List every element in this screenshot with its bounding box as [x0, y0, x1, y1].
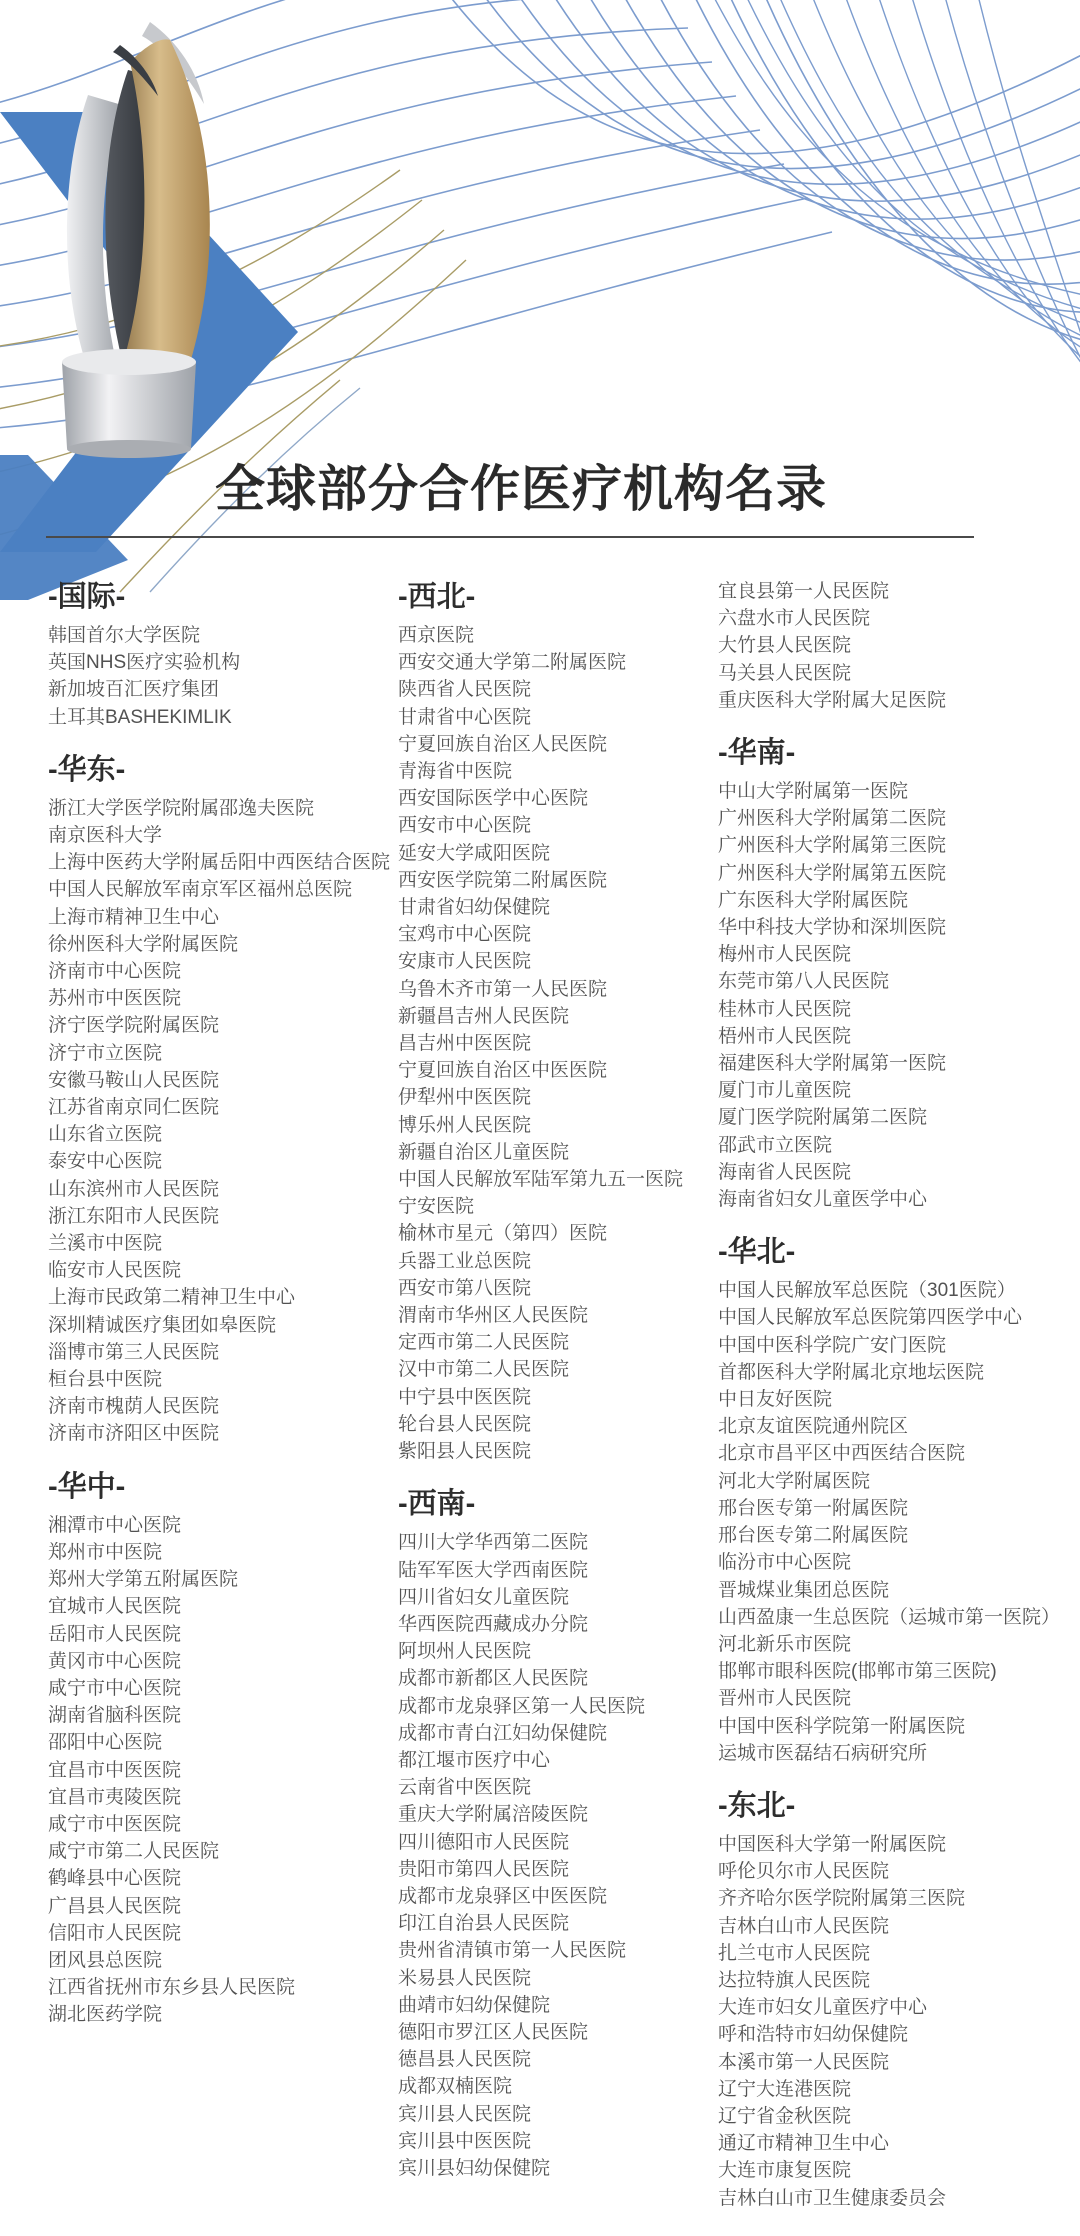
- hospital-list-item: 土耳其BASHEKIMLIK: [48, 706, 232, 728]
- hospital-list-item: 广州医科大学附属第五医院: [718, 862, 947, 884]
- hospital-list-item: 厦门医学院附属第二医院: [718, 1107, 928, 1129]
- hospital-list-item: 吉林白山市卫生健康委员会: [718, 2187, 947, 2209]
- hospital-list-item: 团风县总医院: [48, 1949, 163, 1971]
- hospital-list-item: 华西医院西藏成办分院: [398, 1613, 589, 1635]
- hospital-list-item: 华中科技大学协和深圳医院: [718, 917, 947, 939]
- hospital-list-item: 定西市第二人民医院: [398, 1332, 570, 1354]
- hospital-list-item: 榆林市星元（第四）医院: [398, 1223, 608, 1245]
- hospital-list-item: 齐齐哈尔医学院附属第三医院: [718, 1888, 966, 1910]
- hospital-list-item: 中国中医科学院广安门医院: [718, 1334, 947, 1356]
- hospital-list-item: 宾川县人民医院: [398, 2103, 532, 2125]
- hospital-list-item: 甘肃省中心医院: [398, 706, 532, 728]
- hospital-list-item: 安康市人民医院: [398, 951, 532, 973]
- hospital-list-item: 宜良县第一人民医院: [718, 581, 890, 602]
- directory-column: [718, 578, 1060, 2212]
- hospital-list-item: 陆军军医大学西南医院: [398, 1559, 589, 1581]
- hospital-list-item: 中国人民解放军南京军区福州总医院: [48, 879, 353, 901]
- hospital-list-item: 咸宁市中医医院: [48, 1813, 182, 1835]
- hospital-list-item: 成都市龙泉驿区第一人民医院: [398, 1695, 646, 1717]
- hospital-list-item: 通辽市精神卫生中心: [718, 2133, 890, 2155]
- hospital-list-item: 西安医学院第二附属医院: [398, 869, 608, 891]
- hospital-list-item: 西安市第八医院: [398, 1277, 532, 1299]
- hospital-list-item: 济宁医学院附属医院: [48, 1015, 220, 1037]
- hospital-list-item: 重庆大学附属涪陵医院: [398, 1804, 589, 1826]
- hospital-list-item: 德阳市罗江区人民医院: [398, 2021, 589, 2043]
- section-header: -华中-: [48, 1470, 126, 1503]
- directory-columns: [48, 578, 1060, 2212]
- hospital-list-item: 郑州市中医院: [48, 1541, 163, 1563]
- hospital-list-item: 四川德阳市人民医院: [398, 1831, 570, 1853]
- hospital-list-item: 西安国际医学中心医院: [398, 788, 589, 810]
- hospital-list-item: 韩国首尔大学医院: [48, 625, 201, 646]
- hospital-list-item: 重庆医科大学附属大足医院: [718, 689, 947, 711]
- hospital-list-item: 四川大学华西第二医院: [398, 1532, 589, 1554]
- hospital-list-item: 徐州医科大学附属医院: [48, 933, 239, 955]
- directory-column: [48, 578, 398, 2029]
- hospital-list-item: 晋州市人民医院: [718, 1688, 852, 1710]
- section-header: -西南-: [398, 1488, 476, 1521]
- hospital-list-item: 达拉特旗人民医院: [718, 1969, 871, 1991]
- hospital-list-item: 兵器工业总医院: [398, 1250, 532, 1272]
- hospital-list-item: 成都双楠医院: [398, 2076, 513, 2098]
- hospital-list-item: 六盘水市人民医院: [718, 608, 871, 630]
- hospital-list-item: 延安大学咸阳医院: [398, 842, 551, 864]
- hospital-list-item: 紫阳县人民医院: [398, 1441, 532, 1463]
- hospital-list-item: 湘潭市中心医院: [48, 1514, 182, 1536]
- hospital-list-item: 西安市中心医院: [398, 815, 532, 837]
- hospital-list-item: 本溪市第一人民医院: [718, 2051, 890, 2073]
- hospital-list-item: 鹤峰县中心医院: [48, 1868, 182, 1890]
- hospital-list-item: 江苏省南京同仁医院: [48, 1097, 220, 1119]
- hospital-list-item: 山西盈康一生总医院（运城市第一医院）: [718, 1606, 1061, 1628]
- hospital-list-item: 运城市医磊结石病研究所: [718, 1742, 928, 1764]
- hospital-list-item: 乌鲁木齐市第一人民医院: [398, 978, 608, 1000]
- hospital-list-item: 大连市康复医院: [718, 2160, 852, 2182]
- hospital-list-item: 中日友好医院: [718, 1389, 833, 1411]
- hospital-list-item: 桂林市人民医院: [718, 998, 852, 1020]
- section-header: -东北-: [718, 1789, 796, 1822]
- hospital-list-item: 宾川县妇幼保健院: [398, 2157, 551, 2179]
- hospital-list-item: 南京医科大学: [48, 825, 163, 847]
- hospital-list-item: 泰安中心医院: [48, 1151, 163, 1173]
- hospital-list-item: 苏州市中医医院: [48, 988, 182, 1010]
- hospital-list-item: 印江自治县人民医院: [398, 1913, 570, 1935]
- title-underline: [46, 536, 974, 538]
- hospital-list-item: 济南市槐荫人民医院: [48, 1396, 220, 1418]
- hospital-list-item: 宾川县中医医院: [398, 2130, 532, 2152]
- page-title: 全球部分合作医疗机构名录: [215, 461, 827, 517]
- hospital-list-item: 上海市民政第二精神卫生中心: [48, 1287, 296, 1309]
- hospital-list-item: 成都市青白江妇幼保健院: [398, 1722, 608, 1744]
- hospital-list-item: 东莞市第八人民医院: [718, 971, 890, 993]
- hospital-list-item: 邵阳中心医院: [48, 1732, 163, 1754]
- hospital-list-item: 伊犁州中医医院: [398, 1087, 532, 1109]
- hospital-list-item: 轮台县人民医院: [398, 1413, 532, 1435]
- hospital-list-item: 山东省立医院: [48, 1124, 163, 1146]
- hospital-list-item: 辽宁大连港医院: [718, 2078, 852, 2100]
- hospital-list-item: 上海市精神卫生中心: [48, 906, 220, 928]
- hospital-list-item: 青海省中医院: [398, 761, 513, 783]
- hospital-list-item: 广东医科大学附属医院: [718, 889, 909, 911]
- hospital-list-item: 大连市妇女儿童医疗中心: [718, 1997, 928, 2019]
- hospital-list-item: 中山大学附属第一医院: [718, 781, 909, 803]
- hospital-list-item: 邢台医专第一附属医院: [718, 1497, 909, 1519]
- trophy-icon: [62, 22, 210, 458]
- hospital-list-item: 马关县人民医院: [718, 662, 852, 684]
- hospital-list-item: 广昌县人民医院: [48, 1895, 182, 1917]
- hospital-list-item: 浙江东阳市人民医院: [48, 1205, 220, 1227]
- hospital-list-item: 济南市中心医院: [48, 961, 182, 983]
- hospital-list-item: 厦门市儿童医院: [718, 1080, 852, 1102]
- hospital-list-item: 晋城煤业集团总医院: [718, 1579, 890, 1601]
- hospital-list-item: 北京友谊医院通州院区: [718, 1416, 909, 1438]
- hospital-list-item: 邯郸市眼科医院(邯郸市第三医院): [718, 1661, 997, 1683]
- directory-column: [398, 578, 718, 2182]
- hospital-list-item: 岳阳市人民医院: [48, 1623, 182, 1645]
- hospital-list-item: 新疆昌吉州人民医院: [398, 1005, 570, 1027]
- hospital-list-item: 黄冈市中心医院: [48, 1650, 182, 1672]
- hospital-list-item: 江西省抚州市东乡县人民医院: [48, 1977, 296, 1999]
- hospital-list-item: 信阳市人民医院: [48, 1922, 182, 1944]
- hospital-list-item: 临安市人民医院: [48, 1260, 182, 1282]
- hospital-list-item: 云南省中医医院: [398, 1777, 532, 1799]
- hospital-list-item: 宝鸡市中心医院: [398, 924, 532, 946]
- hospital-list-item: 北京市昌平区中西医结合医院: [718, 1443, 966, 1465]
- hospital-list-item: 临汾市中心医院: [718, 1552, 852, 1574]
- hospital-list-item: 宁安医院: [398, 1196, 475, 1218]
- hospital-list-item: 海南省人民医院: [718, 1161, 852, 1183]
- hospital-list-item: 汉中市第二人民医院: [398, 1359, 570, 1381]
- hospital-list-item: 济南市济阳区中医院: [48, 1423, 220, 1445]
- hospital-list-item: 贵州省清镇市第一人民医院: [398, 1940, 627, 1962]
- hospital-list-item: 湖北医药学院: [48, 2004, 163, 2026]
- section-header: -国际-: [48, 581, 126, 613]
- hospital-list-item: 海南省妇女儿童医学中心: [718, 1189, 928, 1211]
- hospital-list-item: 兰溪市中医院: [48, 1233, 163, 1255]
- hospital-list-item: 渭南市华州区人民医院: [398, 1305, 589, 1327]
- hospital-list-item: 英国NHS医疗实验机构: [48, 652, 241, 674]
- hospital-list-item: 吉林白山市人民医院: [718, 1915, 890, 1937]
- hospital-list-item: 邢台医专第二附属医院: [718, 1525, 909, 1547]
- hospital-list-item: 西安交通大学第二附属医院: [398, 652, 627, 674]
- hospital-list-item: 扎兰屯市人民医院: [718, 1942, 871, 1964]
- hospital-list-item: 河北大学附属医院: [718, 1470, 871, 1492]
- hospital-list-item: 中国人民解放军总医院第四医学中心: [718, 1307, 1023, 1329]
- hospital-list-item: 昌吉州中医医院: [398, 1033, 532, 1055]
- hospital-list-item: 西京医院: [398, 625, 475, 646]
- hospital-list-item: 中国人民解放军陆军第九五一医院: [398, 1169, 684, 1191]
- hospital-list-item: 广州医科大学附属第三医院: [718, 835, 947, 857]
- hospital-list-item: 广州医科大学附属第二医院: [718, 808, 947, 830]
- hospital-list-item: 浙江大学医学院附属邵逸夫医院: [48, 797, 315, 819]
- hospital-list-item: 新加坡百汇医疗集团: [48, 679, 220, 701]
- hospital-list-item: 梅州市人民医院: [718, 944, 852, 966]
- hospital-list-item: 中国中医科学院第一附属医院: [718, 1715, 966, 1737]
- hospital-list-item: 米易县人民医院: [398, 1967, 532, 1989]
- hospital-list-item: 中国医科大学第一附属医院: [718, 1833, 947, 1855]
- hospital-list-item: 大竹县人民医院: [718, 635, 852, 657]
- hospital-list-item: 首都医科大学附属北京地坛医院: [718, 1361, 985, 1383]
- hospital-list-item: 宜城市人民医院: [48, 1596, 182, 1618]
- section-header: -华东-: [48, 753, 126, 786]
- hospital-list-item: 阿坝州人民医院: [398, 1641, 532, 1663]
- hospital-list-item: 贵阳市第四人民医院: [398, 1858, 570, 1880]
- hospital-list-item: 湖南省脑科医院: [48, 1705, 182, 1727]
- hospital-list-item: 甘肃省妇幼保健院: [398, 897, 551, 919]
- hospital-list-item: 济宁市立医院: [48, 1042, 163, 1064]
- hospital-list-item: 河北新乐市医院: [718, 1633, 852, 1655]
- hospital-list-item: 成都市龙泉驿区中医医院: [398, 1885, 608, 1907]
- hospital-list-item: 邵武市立医院: [718, 1134, 833, 1156]
- section-header: -西北-: [398, 581, 476, 613]
- section-header: -华南-: [718, 737, 796, 770]
- hospital-list-item: 桓台县中医院: [48, 1369, 163, 1391]
- hospital-list-item: 四川省妇女儿童医院: [398, 1586, 570, 1608]
- hospital-list-item: 中国人民解放军总医院（301医院）: [718, 1280, 1016, 1302]
- hospital-list-item: 德昌县人民医院: [398, 2049, 532, 2071]
- hospital-list-item: 宁夏回族自治区人民医院: [398, 733, 608, 755]
- hospital-list-item: 郑州大学第五附属医院: [48, 1569, 239, 1591]
- hospital-list-item: 咸宁市中心医院: [48, 1677, 182, 1699]
- hospital-list-item: 中宁县中医医院: [398, 1386, 532, 1408]
- hospital-list-item: 陕西省人民医院: [398, 679, 532, 701]
- section-header: -华北-: [718, 1236, 796, 1269]
- hospital-list-item: 安徽马鞍山人民医院: [48, 1069, 220, 1091]
- hospital-list-item: 宜昌市夷陵医院: [48, 1786, 182, 1808]
- hospital-list-item: 辽宁省金秋医院: [718, 2105, 852, 2127]
- hospital-list-item: 博乐州人民医院: [398, 1114, 532, 1136]
- hospital-list-item: 呼伦贝尔市人民医院: [718, 1861, 890, 1883]
- wave-lines-right: [430, 0, 1080, 428]
- hospital-list-item: 福建医科大学附属第一医院: [718, 1053, 947, 1075]
- hospital-list-item: 曲靖市妇幼保健院: [398, 1994, 551, 2016]
- hospital-list-item: 山东滨州市人民医院: [48, 1178, 220, 1200]
- hospital-list-item: 深圳精诚医疗集团如皋医院: [48, 1314, 277, 1336]
- hospital-list-item: 淄博市第三人民医院: [48, 1341, 220, 1363]
- hospital-list-item: 呼和浩特市妇幼保健院: [718, 2024, 909, 2046]
- hospital-list-item: 都江堰市医疗中心: [398, 1749, 551, 1771]
- hospital-list-item: 宜昌市中医医院: [48, 1759, 182, 1781]
- hospital-list-item: 成都市新都区人民医院: [398, 1668, 589, 1690]
- hospital-list-item: 上海中医药大学附属岳阳中西医结合医院: [48, 852, 391, 874]
- hospital-list-item: 梧州市人民医院: [718, 1025, 852, 1047]
- hospital-list-item: 新疆自治区儿童医院: [398, 1141, 570, 1163]
- hospital-list-item: 咸宁市第二人民医院: [48, 1841, 220, 1863]
- hospital-list-item: 宁夏回族自治区中医医院: [398, 1060, 608, 1082]
